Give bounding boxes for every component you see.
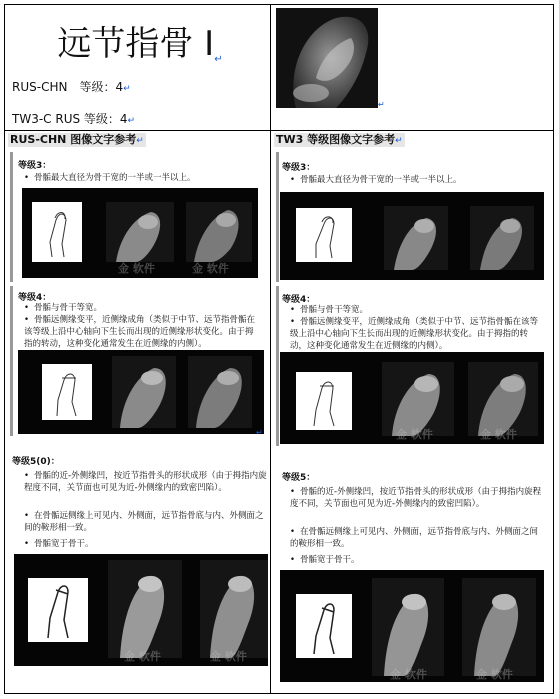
right-grade3-sketch	[296, 208, 352, 262]
page-title	[40, 16, 240, 65]
left-grade3-xray-2	[186, 202, 252, 262]
watermark: 金 软件	[480, 428, 517, 441]
right-grade3-image-strip	[280, 192, 544, 280]
watermark: 金 软件	[124, 650, 161, 663]
return-mark: ↵	[256, 428, 263, 437]
watermark: 金 软件	[210, 650, 247, 663]
left-grade4-sketch	[42, 364, 92, 420]
left-grade5-bullet: • 骨骺宽于骨干。	[24, 539, 94, 549]
right-grade4-xray-1	[382, 362, 454, 436]
right-heading-text: TW3 等级图像文字参考	[276, 133, 396, 146]
right-grade3-bullet: • 骨骺最大直径为骨干宽的一半或一半以上。	[290, 175, 462, 185]
right-grade4-bullet: • 骨骺远侧缘变平，近侧缘成角（类似于中节、远节指骨骺在该等级上沿中心轴向下生长而出现的近侧缘形状变化。由于拇指的转动，这种变化通常发生在近侧缘的内侧）。	[290, 317, 539, 351]
return-mark: ↵	[395, 136, 403, 146]
watermark: 金 软件	[390, 668, 427, 681]
tw3-grade-text: TW3-C RUS 等级：4	[12, 112, 128, 126]
rus-grade-text: RUS-CHN 等级：4	[12, 80, 124, 94]
left-grade4-label: 等级4：	[18, 293, 52, 303]
watermark: 金 软件	[396, 428, 433, 441]
right-grade3-panel	[276, 152, 548, 282]
left-grade5-sketch	[28, 578, 88, 642]
return-mark: ↵	[127, 116, 136, 126]
left-grade3-xray-1	[106, 202, 174, 262]
left-heading-text: RUS-CHN 图像文字参考	[10, 133, 137, 146]
rus-grade-line	[12, 78, 131, 95]
right-grade5-bullet: • 骨骺宽于骨干。	[290, 555, 360, 565]
left-grade3-panel	[10, 152, 265, 282]
right-grade4-panel	[276, 286, 548, 446]
left-grade4-bullet: • 骨骺与骨干等宽。	[24, 303, 103, 313]
right-grade3-label: 等级3：	[282, 163, 316, 173]
finger-xray-main	[276, 8, 378, 108]
right-grade4-label: 等级4：	[282, 295, 316, 305]
return-mark: ↵	[378, 100, 385, 109]
right-section-heading	[274, 133, 405, 147]
left-grade3-image-strip	[22, 188, 258, 278]
right-grade4-xray-2	[468, 362, 538, 436]
right-grade3-xray-1	[384, 206, 448, 270]
left-grade4-bullet: • 骨骺远侧缘变平，近侧缘成角（类似于中节、远节指骨骺在该等级上沿中心轴向下生长而出现的近侧缘形状变化。由于拇指的转动，这种变化通常发生在近侧缘的内侧）。	[24, 315, 256, 349]
left-grade4-image-strip	[18, 350, 264, 434]
right-grade3-xray-2	[470, 206, 534, 270]
left-grade4-xray-1	[112, 356, 176, 428]
watermark: 金 软件	[118, 262, 155, 275]
left-grade3-bullet: • 骨骺最大直径为骨干宽的一半或一半以上。	[24, 173, 196, 183]
table-border-bottom	[4, 693, 554, 694]
left-grade5-image-strip	[14, 554, 268, 666]
left-grade5-bullet: • 骨骺的近-外侧缘凹，按近节指骨头的形状成形（由于拇指内旋程度不同，关节面也可见为近-外侧缘内的致密凹陷）。	[24, 471, 267, 493]
return-mark: ↵	[214, 54, 223, 65]
table-divider-vertical	[270, 4, 271, 694]
left-grade5-xray-1	[108, 560, 182, 658]
table-border-top	[4, 4, 554, 5]
right-grade5-bullet: • 在骨骺远侧缘上可见内、外侧面，远节指骨底与内、外侧面之间的鞍形相一致。	[290, 527, 539, 549]
right-grade5-sketch	[296, 594, 352, 658]
table-divider-horizontal	[4, 130, 554, 131]
left-grade5-label: 等级5(0)：	[12, 457, 60, 467]
table-border-left	[4, 4, 5, 694]
right-grade5-image-strip	[280, 570, 544, 682]
table-border-right	[553, 4, 554, 694]
tw3-grade-line	[12, 110, 135, 127]
right-grade5-xray-2	[462, 578, 536, 676]
left-grade3-label: 等级3：	[18, 161, 52, 171]
left-grade4-panel	[10, 286, 265, 436]
left-grade5-bullet: • 在骨骺远侧缘上可见内、外侧面，远节指骨底与内、外侧面之间的鞍形相一致。	[24, 511, 264, 533]
left-grade5-panel	[10, 446, 268, 668]
left-grade3-sketch	[32, 202, 82, 262]
right-grade5-label: 等级5：	[282, 473, 316, 483]
page-title-text: 远节指骨 I	[57, 24, 215, 64]
watermark: 金 软件	[476, 668, 513, 681]
left-grade5-xray-2	[200, 560, 268, 658]
right-grade4-image-strip	[280, 352, 544, 444]
left-grade4-xray-2	[188, 356, 252, 428]
right-grade5-bullet: • 骨骺的近-外侧缘凹，按近节指骨头的形状成形（由于拇指内旋程度不同，关节面也可见为近-外侧缘内的致密凹陷）。	[290, 487, 542, 509]
return-mark: ↵	[136, 136, 144, 146]
return-mark: ↵	[123, 84, 131, 94]
right-grade4-bullet: • 骨骺与骨干等宽。	[290, 305, 369, 315]
left-section-heading	[8, 133, 146, 147]
right-grade5-panel	[276, 462, 548, 684]
watermark: 金 软件	[192, 262, 229, 275]
right-grade5-xray-1	[372, 578, 444, 676]
right-grade4-sketch	[296, 372, 352, 430]
